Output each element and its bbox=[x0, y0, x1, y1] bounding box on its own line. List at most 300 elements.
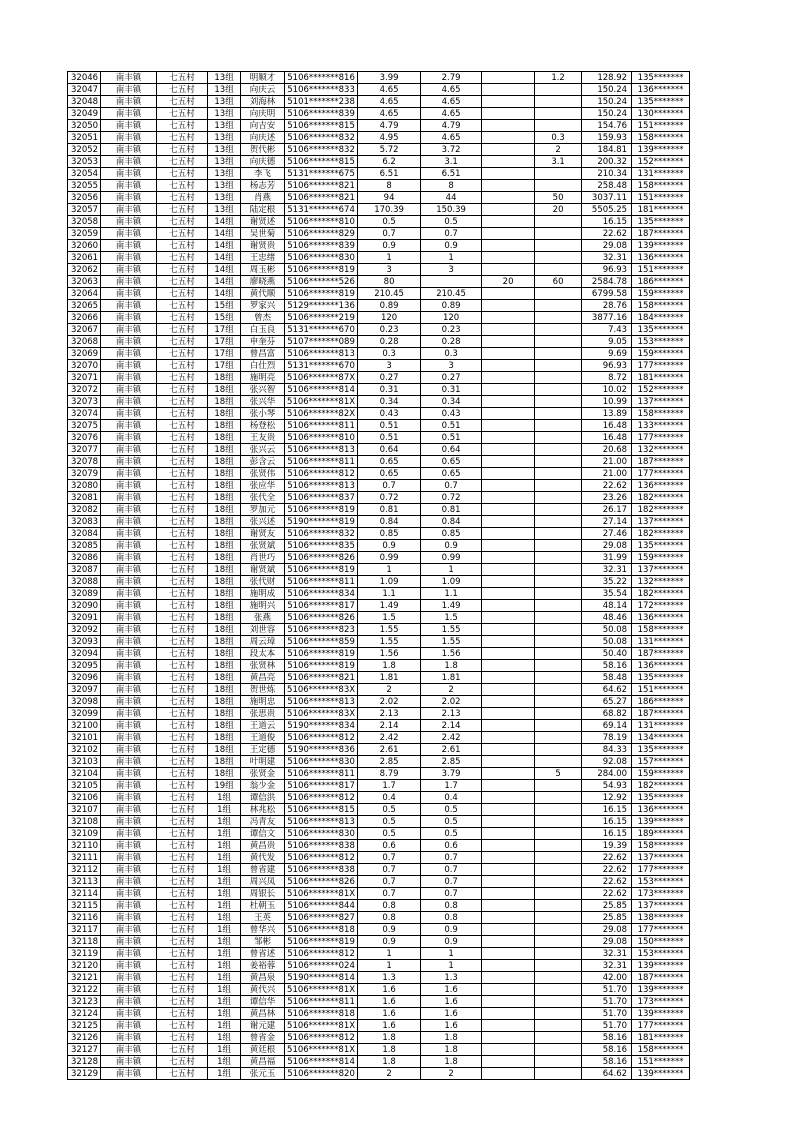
cell-area-b bbox=[482, 348, 535, 360]
cell-amount: 22.62 bbox=[582, 480, 632, 492]
table-row bbox=[68, 660, 690, 672]
cell-phone: 187******* bbox=[632, 228, 690, 240]
table-row bbox=[68, 864, 690, 876]
cell-area-a: 2.02 bbox=[421, 696, 482, 708]
cell-phone: 158******* bbox=[632, 624, 690, 636]
cell-name: 张兴智 bbox=[241, 384, 285, 396]
cell-village: 七五村 bbox=[157, 1032, 208, 1044]
cell-area-b bbox=[482, 1008, 535, 1020]
table-row bbox=[68, 708, 690, 720]
cell-group: 18组 bbox=[208, 444, 241, 456]
cell-area-a: 0.6 bbox=[421, 840, 482, 852]
table-row bbox=[68, 408, 690, 420]
cell-amount: 3037.11 bbox=[582, 192, 632, 204]
cell-id-number: 5106*******830 bbox=[285, 828, 358, 840]
cell-village: 七五村 bbox=[157, 156, 208, 168]
cell-group: 18组 bbox=[208, 516, 241, 528]
cell-id-number: 5106*******813 bbox=[285, 444, 358, 456]
cell-town: 南丰镇 bbox=[101, 660, 157, 672]
cell-area-b bbox=[482, 336, 535, 348]
cell-serial: 32079 bbox=[68, 468, 101, 480]
cell-name: 黄昌泉 bbox=[241, 972, 285, 984]
cell-phone: 177******* bbox=[632, 360, 690, 372]
cell-id-number: 5106*******832 bbox=[285, 144, 358, 156]
cell-area: 0.9 bbox=[358, 240, 421, 252]
cell-village: 七五村 bbox=[157, 588, 208, 600]
cell-group: 1组 bbox=[208, 936, 241, 948]
cell-phone: 159******* bbox=[632, 552, 690, 564]
cell-serial: 32062 bbox=[68, 264, 101, 276]
cell-name: 张贤林 bbox=[241, 660, 285, 672]
table-row bbox=[68, 636, 690, 648]
cell-group: 1组 bbox=[208, 828, 241, 840]
cell-group: 1组 bbox=[208, 840, 241, 852]
cell-name: 贺世炼 bbox=[241, 684, 285, 696]
cell-name: 黄昌贵 bbox=[241, 840, 285, 852]
cell-area: 0.5 bbox=[358, 804, 421, 816]
cell-group: 1组 bbox=[208, 912, 241, 924]
table-row bbox=[68, 876, 690, 888]
cell-serial: 32076 bbox=[68, 432, 101, 444]
cell-area-c bbox=[535, 84, 582, 96]
cell-phone: 158******* bbox=[632, 1044, 690, 1056]
cell-area: 3 bbox=[358, 360, 421, 372]
cell-town: 南丰镇 bbox=[101, 456, 157, 468]
cell-area-b bbox=[482, 252, 535, 264]
cell-village: 七五村 bbox=[157, 648, 208, 660]
table-row bbox=[68, 732, 690, 744]
cell-group: 18组 bbox=[208, 468, 241, 480]
cell-area-a: 150.39 bbox=[421, 204, 482, 216]
cell-amount: 26.17 bbox=[582, 504, 632, 516]
cell-town: 南丰镇 bbox=[101, 600, 157, 612]
cell-area: 2 bbox=[358, 684, 421, 696]
cell-area-a: 0.7 bbox=[421, 480, 482, 492]
cell-area-a: 1 bbox=[421, 564, 482, 576]
cell-area-c: 1.2 bbox=[535, 72, 582, 84]
cell-id-number: 5106*******819 bbox=[285, 648, 358, 660]
cell-village: 七五村 bbox=[157, 468, 208, 480]
cell-town: 南丰镇 bbox=[101, 132, 157, 144]
cell-area: 2.61 bbox=[358, 744, 421, 756]
table-row bbox=[68, 1056, 690, 1068]
cell-id-number: 5106*******812 bbox=[285, 792, 358, 804]
cell-id-number: 5106*******812 bbox=[285, 852, 358, 864]
cell-town: 南丰镇 bbox=[101, 696, 157, 708]
cell-id-number: 5131*******674 bbox=[285, 204, 358, 216]
cell-town: 南丰镇 bbox=[101, 288, 157, 300]
cell-group: 18组 bbox=[208, 696, 241, 708]
cell-name: 王定德 bbox=[241, 744, 285, 756]
cell-area-b bbox=[482, 312, 535, 324]
cell-area-b bbox=[482, 948, 535, 960]
cell-group: 18组 bbox=[208, 564, 241, 576]
cell-serial: 32083 bbox=[68, 516, 101, 528]
cell-group: 13组 bbox=[208, 168, 241, 180]
cell-id-number: 5106*******823 bbox=[285, 624, 358, 636]
cell-village: 七五村 bbox=[157, 456, 208, 468]
cell-area-c bbox=[535, 528, 582, 540]
cell-area-b bbox=[482, 804, 535, 816]
cell-area-c bbox=[535, 696, 582, 708]
table-row bbox=[68, 564, 690, 576]
cell-area-c bbox=[535, 900, 582, 912]
cell-town: 南丰镇 bbox=[101, 1020, 157, 1032]
cell-area-c bbox=[535, 264, 582, 276]
cell-area: 0.6 bbox=[358, 840, 421, 852]
cell-serial: 32093 bbox=[68, 636, 101, 648]
cell-group: 13组 bbox=[208, 192, 241, 204]
cell-area-c bbox=[535, 252, 582, 264]
cell-area-a: 1.56 bbox=[421, 648, 482, 660]
cell-town: 南丰镇 bbox=[101, 672, 157, 684]
cell-town: 南丰镇 bbox=[101, 264, 157, 276]
cell-area-c bbox=[535, 948, 582, 960]
cell-town: 南丰镇 bbox=[101, 420, 157, 432]
cell-serial: 32126 bbox=[68, 1032, 101, 1044]
cell-area: 8 bbox=[358, 180, 421, 192]
cell-name: 施明亮 bbox=[241, 372, 285, 384]
cell-name: 王英 bbox=[241, 912, 285, 924]
cell-area-c bbox=[535, 1056, 582, 1068]
cell-group: 1组 bbox=[208, 888, 241, 900]
cell-area-a: 2 bbox=[421, 684, 482, 696]
cell-phone: 159******* bbox=[632, 288, 690, 300]
cell-area-a bbox=[421, 276, 482, 288]
cell-area-a: 0.64 bbox=[421, 444, 482, 456]
cell-area-a: 0.9 bbox=[421, 240, 482, 252]
cell-serial: 32059 bbox=[68, 228, 101, 240]
cell-area-b bbox=[482, 996, 535, 1008]
cell-serial: 32065 bbox=[68, 300, 101, 312]
cell-village: 七五村 bbox=[157, 372, 208, 384]
cell-id-number: 5106*******813 bbox=[285, 480, 358, 492]
cell-area-c: 3.1 bbox=[535, 156, 582, 168]
cell-serial: 32118 bbox=[68, 936, 101, 948]
cell-id-number: 5106*******819 bbox=[285, 504, 358, 516]
cell-village: 七五村 bbox=[157, 228, 208, 240]
cell-id-number: 5106*******219 bbox=[285, 312, 358, 324]
cell-name: 翁少金 bbox=[241, 780, 285, 792]
cell-amount: 258.48 bbox=[582, 180, 632, 192]
cell-phone: 136******* bbox=[632, 804, 690, 816]
cell-area: 1.6 bbox=[358, 1008, 421, 1020]
cell-area-b bbox=[482, 972, 535, 984]
cell-phone: 181******* bbox=[632, 204, 690, 216]
cell-area-b bbox=[482, 852, 535, 864]
cell-id-number: 5106*******87X bbox=[285, 372, 358, 384]
cell-group: 1组 bbox=[208, 852, 241, 864]
cell-group: 18组 bbox=[208, 408, 241, 420]
cell-village: 七五村 bbox=[157, 1008, 208, 1020]
cell-area-a: 44 bbox=[421, 192, 482, 204]
cell-amount: 16.48 bbox=[582, 432, 632, 444]
table-row bbox=[68, 312, 690, 324]
cell-area-c bbox=[535, 660, 582, 672]
cell-name: 白玉良 bbox=[241, 324, 285, 336]
cell-phone: 137******* bbox=[632, 900, 690, 912]
cell-area: 8.79 bbox=[358, 768, 421, 780]
cell-area-b bbox=[482, 756, 535, 768]
cell-area: 210.45 bbox=[358, 288, 421, 300]
cell-amount: 64.62 bbox=[582, 1068, 632, 1080]
cell-area: 120 bbox=[358, 312, 421, 324]
cell-serial: 32127 bbox=[68, 1044, 101, 1056]
cell-area: 1.8 bbox=[358, 660, 421, 672]
cell-name: 曾华兴 bbox=[241, 924, 285, 936]
cell-area-a: 0.65 bbox=[421, 468, 482, 480]
cell-area-c bbox=[535, 936, 582, 948]
cell-id-number: 5106*******817 bbox=[285, 600, 358, 612]
cell-serial: 32097 bbox=[68, 684, 101, 696]
cell-serial: 32071 bbox=[68, 372, 101, 384]
cell-name: 杨登松 bbox=[241, 420, 285, 432]
cell-amount: 2584.78 bbox=[582, 276, 632, 288]
table-row bbox=[68, 768, 690, 780]
cell-town: 南丰镇 bbox=[101, 1008, 157, 1020]
cell-town: 南丰镇 bbox=[101, 192, 157, 204]
cell-area-c bbox=[535, 588, 582, 600]
cell-area-a: 4.65 bbox=[421, 84, 482, 96]
cell-area-b bbox=[482, 828, 535, 840]
cell-area-c: 0.3 bbox=[535, 132, 582, 144]
cell-area-b bbox=[482, 816, 535, 828]
cell-area: 0.9 bbox=[358, 924, 421, 936]
cell-area-c bbox=[535, 1032, 582, 1044]
cell-area-c bbox=[535, 864, 582, 876]
cell-amount: 22.62 bbox=[582, 852, 632, 864]
cell-area: 0.89 bbox=[358, 300, 421, 312]
cell-amount: 42.00 bbox=[582, 972, 632, 984]
cell-village: 七五村 bbox=[157, 312, 208, 324]
cell-village: 七五村 bbox=[157, 408, 208, 420]
cell-serial: 32056 bbox=[68, 192, 101, 204]
cell-amount: 64.62 bbox=[582, 684, 632, 696]
table-row bbox=[68, 780, 690, 792]
table-row bbox=[68, 528, 690, 540]
cell-group: 1组 bbox=[208, 1032, 241, 1044]
table-row bbox=[68, 240, 690, 252]
cell-amount: 22.62 bbox=[582, 888, 632, 900]
cell-area-b bbox=[482, 144, 535, 156]
cell-serial: 32105 bbox=[68, 780, 101, 792]
cell-town: 南丰镇 bbox=[101, 360, 157, 372]
cell-group: 18组 bbox=[208, 672, 241, 684]
table-row bbox=[68, 1044, 690, 1056]
cell-group: 18组 bbox=[208, 480, 241, 492]
cell-area-b bbox=[482, 156, 535, 168]
cell-phone: 173******* bbox=[632, 996, 690, 1008]
cell-town: 南丰镇 bbox=[101, 864, 157, 876]
cell-phone: 136******* bbox=[632, 84, 690, 96]
cell-town: 南丰镇 bbox=[101, 180, 157, 192]
table-row bbox=[68, 672, 690, 684]
cell-id-number: 5106*******818 bbox=[285, 924, 358, 936]
cell-area: 0.5 bbox=[358, 216, 421, 228]
cell-group: 13组 bbox=[208, 96, 241, 108]
cell-phone: 136******* bbox=[632, 252, 690, 264]
cell-name: 刘世容 bbox=[241, 624, 285, 636]
cell-area: 1 bbox=[358, 252, 421, 264]
cell-serial: 32089 bbox=[68, 588, 101, 600]
cell-area-a: 210.45 bbox=[421, 288, 482, 300]
table-row bbox=[68, 1008, 690, 1020]
cell-id-number: 5106*******812 bbox=[285, 948, 358, 960]
cell-area-b bbox=[482, 552, 535, 564]
cell-id-number: 5106*******816 bbox=[285, 72, 358, 84]
cell-area-a: 0.28 bbox=[421, 336, 482, 348]
cell-area-b bbox=[482, 216, 535, 228]
cell-area-a: 1.6 bbox=[421, 996, 482, 1008]
cell-area: 0.7 bbox=[358, 228, 421, 240]
table-row bbox=[68, 132, 690, 144]
cell-id-number: 5106*******819 bbox=[285, 264, 358, 276]
cell-id-number: 5106*******819 bbox=[285, 288, 358, 300]
cell-village: 七五村 bbox=[157, 144, 208, 156]
table-row bbox=[68, 156, 690, 168]
cell-phone: 132******* bbox=[632, 444, 690, 456]
cell-phone: 182******* bbox=[632, 492, 690, 504]
cell-phone: 177******* bbox=[632, 864, 690, 876]
cell-group: 17组 bbox=[208, 324, 241, 336]
table-row bbox=[68, 432, 690, 444]
cell-amount: 16.15 bbox=[582, 216, 632, 228]
cell-village: 七五村 bbox=[157, 108, 208, 120]
cell-area-b bbox=[482, 900, 535, 912]
cell-serial: 32106 bbox=[68, 792, 101, 804]
cell-id-number: 5106*******827 bbox=[285, 912, 358, 924]
cell-phone: 177******* bbox=[632, 924, 690, 936]
cell-area: 0.85 bbox=[358, 528, 421, 540]
cell-village: 七五村 bbox=[157, 360, 208, 372]
cell-area-b bbox=[482, 192, 535, 204]
cell-area-c bbox=[535, 840, 582, 852]
cell-phone: 135******* bbox=[632, 792, 690, 804]
cell-group: 1组 bbox=[208, 864, 241, 876]
cell-serial: 32072 bbox=[68, 384, 101, 396]
cell-town: 南丰镇 bbox=[101, 492, 157, 504]
cell-amount: 150.24 bbox=[582, 84, 632, 96]
cell-phone: 151******* bbox=[632, 120, 690, 132]
cell-serial: 32055 bbox=[68, 180, 101, 192]
cell-village: 七五村 bbox=[157, 132, 208, 144]
cell-area-c bbox=[535, 984, 582, 996]
cell-amount: 154.76 bbox=[582, 120, 632, 132]
cell-phone: 187******* bbox=[632, 456, 690, 468]
cell-amount: 16.15 bbox=[582, 828, 632, 840]
cell-area-a: 3.1 bbox=[421, 156, 482, 168]
cell-area-b bbox=[482, 636, 535, 648]
cell-name: 吴世菊 bbox=[241, 228, 285, 240]
cell-name: 黄廷根 bbox=[241, 1044, 285, 1056]
cell-area-a: 4.65 bbox=[421, 132, 482, 144]
cell-id-number: 5106*******838 bbox=[285, 840, 358, 852]
cell-area: 0.7 bbox=[358, 876, 421, 888]
cell-area-c bbox=[535, 456, 582, 468]
cell-area-c bbox=[535, 240, 582, 252]
cell-id-number: 5106*******813 bbox=[285, 696, 358, 708]
cell-phone: 134******* bbox=[632, 732, 690, 744]
cell-village: 七五村 bbox=[157, 192, 208, 204]
cell-area-a: 0.43 bbox=[421, 408, 482, 420]
cell-name: 张兴述 bbox=[241, 516, 285, 528]
cell-area-a: 3 bbox=[421, 360, 482, 372]
cell-group: 13组 bbox=[208, 156, 241, 168]
table-row bbox=[68, 144, 690, 156]
cell-area-b bbox=[482, 1044, 535, 1056]
cell-group: 18组 bbox=[208, 384, 241, 396]
cell-group: 18组 bbox=[208, 504, 241, 516]
cell-area: 0.5 bbox=[358, 816, 421, 828]
cell-id-number: 5106*******815 bbox=[285, 804, 358, 816]
cell-amount: 12.92 bbox=[582, 792, 632, 804]
cell-village: 七五村 bbox=[157, 816, 208, 828]
cell-amount: 32.31 bbox=[582, 564, 632, 576]
cell-phone: 151******* bbox=[632, 684, 690, 696]
cell-area: 0.5 bbox=[358, 828, 421, 840]
cell-area-a: 0.99 bbox=[421, 552, 482, 564]
cell-serial: 32092 bbox=[68, 624, 101, 636]
cell-group: 1组 bbox=[208, 1056, 241, 1068]
cell-town: 南丰镇 bbox=[101, 408, 157, 420]
table-row bbox=[68, 468, 690, 480]
cell-area: 2 bbox=[358, 1068, 421, 1080]
cell-phone: 187******* bbox=[632, 648, 690, 660]
cell-group: 18组 bbox=[208, 744, 241, 756]
table-row bbox=[68, 588, 690, 600]
cell-id-number: 5106*******821 bbox=[285, 672, 358, 684]
table-row bbox=[68, 252, 690, 264]
cell-area-a: 1.55 bbox=[421, 636, 482, 648]
cell-area-b bbox=[482, 792, 535, 804]
cell-area-c: 50 bbox=[535, 192, 582, 204]
cell-area-c bbox=[535, 504, 582, 516]
cell-area-c bbox=[535, 216, 582, 228]
cell-area-b bbox=[482, 708, 535, 720]
cell-amount: 35.22 bbox=[582, 576, 632, 588]
cell-town: 南丰镇 bbox=[101, 504, 157, 516]
cell-town: 南丰镇 bbox=[101, 588, 157, 600]
cell-amount: 10.99 bbox=[582, 396, 632, 408]
cell-name: 周云璋 bbox=[241, 636, 285, 648]
cell-village: 七五村 bbox=[157, 168, 208, 180]
cell-area-b bbox=[482, 780, 535, 792]
cell-town: 南丰镇 bbox=[101, 336, 157, 348]
cell-area: 1.55 bbox=[358, 636, 421, 648]
cell-serial: 32115 bbox=[68, 900, 101, 912]
cell-area-b bbox=[482, 600, 535, 612]
cell-village: 七五村 bbox=[157, 504, 208, 516]
table-row bbox=[68, 228, 690, 240]
cell-village: 七五村 bbox=[157, 780, 208, 792]
cell-village: 七五村 bbox=[157, 528, 208, 540]
cell-area-b bbox=[482, 744, 535, 756]
cell-village: 七五村 bbox=[157, 828, 208, 840]
cell-area-a: 0.65 bbox=[421, 456, 482, 468]
cell-id-number: 5106*******837 bbox=[285, 492, 358, 504]
table-row bbox=[68, 264, 690, 276]
cell-area-c bbox=[535, 876, 582, 888]
cell-area-a: 1.09 bbox=[421, 576, 482, 588]
cell-serial: 32054 bbox=[68, 168, 101, 180]
cell-name: 谭信华 bbox=[241, 996, 285, 1008]
cell-area-a: 1.5 bbox=[421, 612, 482, 624]
cell-area-c bbox=[535, 168, 582, 180]
cell-amount: 69.14 bbox=[582, 720, 632, 732]
cell-name: 黄昌林 bbox=[241, 1008, 285, 1020]
cell-id-number: 5106*******844 bbox=[285, 900, 358, 912]
cell-phone: 186******* bbox=[632, 276, 690, 288]
